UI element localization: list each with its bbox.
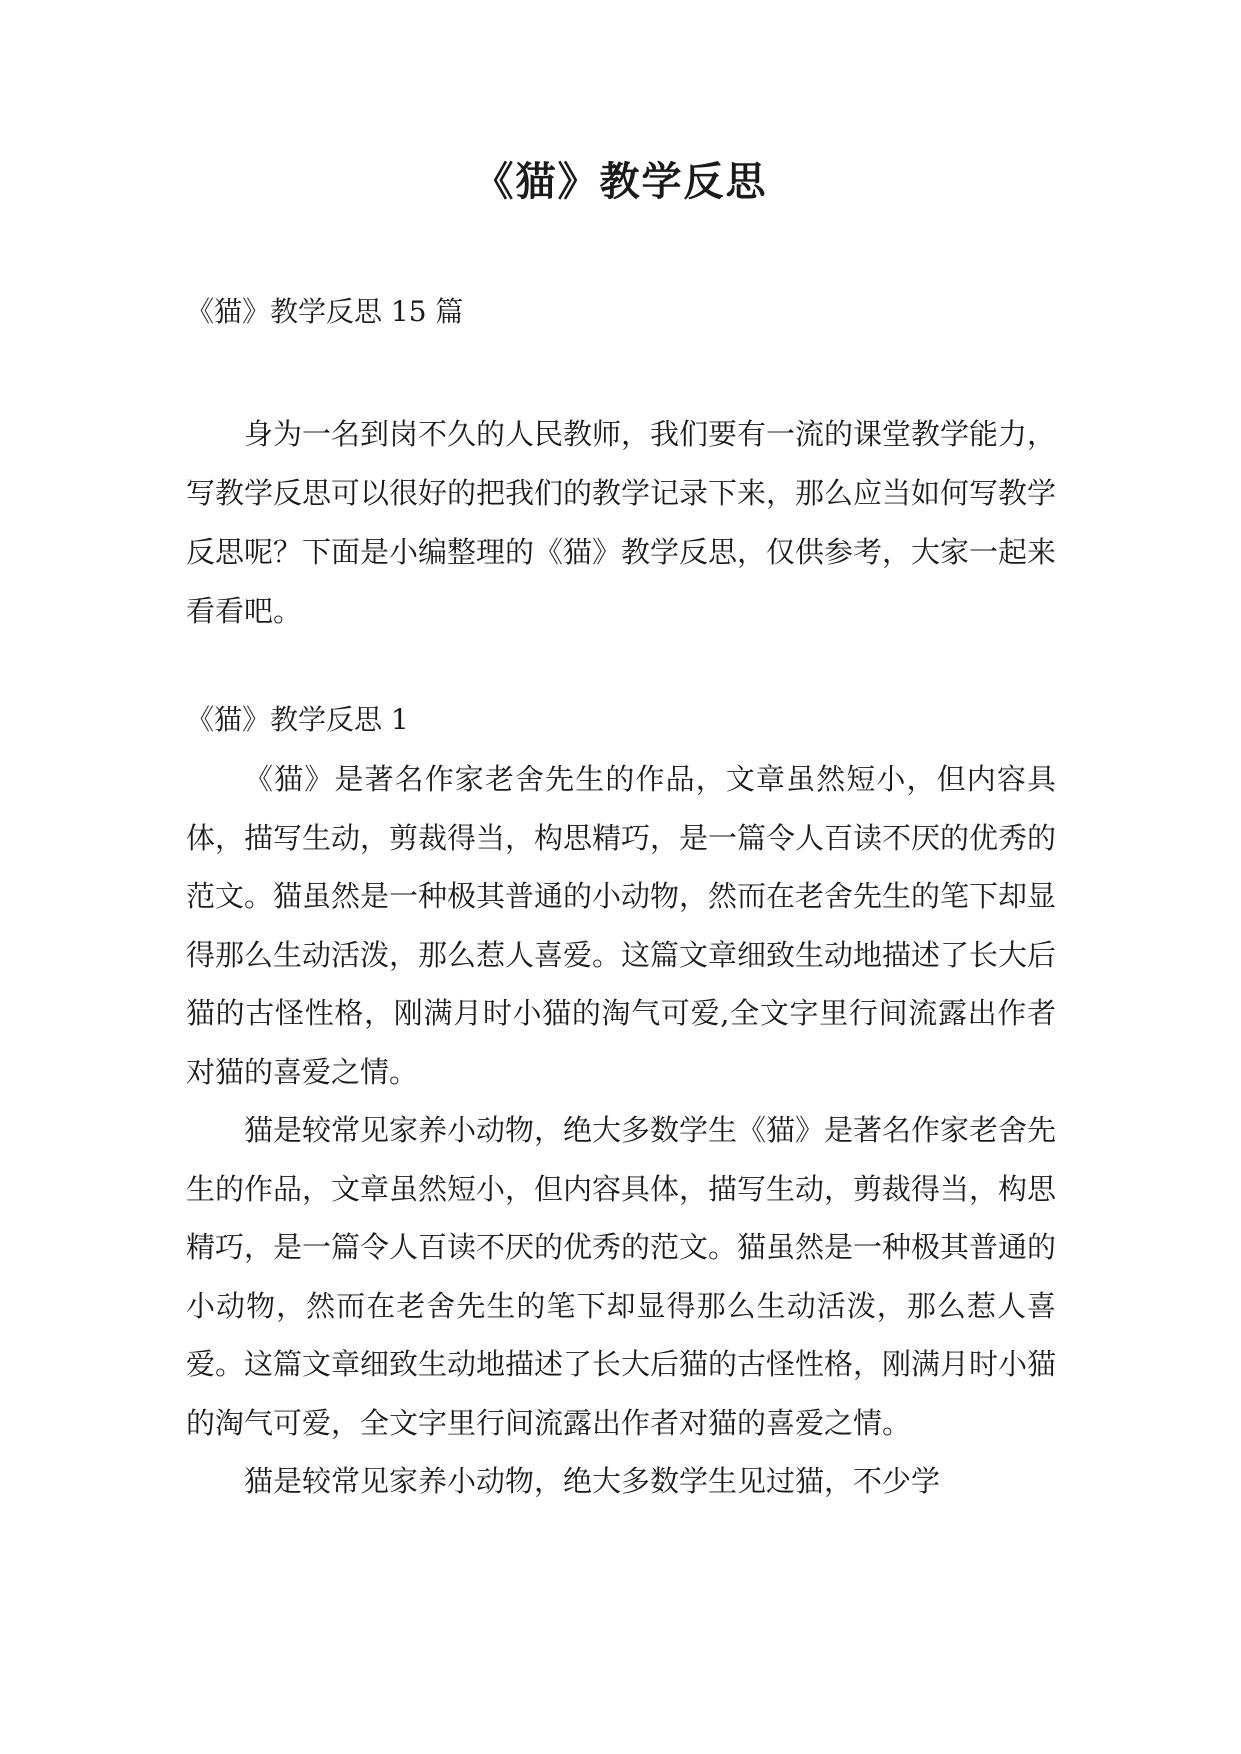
section-body — [186, 750, 1056, 1511]
body-paragraph: 猫是较常见家养小动物，绝大多数学生见过猫，不少学 — [244, 1464, 941, 1498]
intro-paragraph: 身为一名到岗不久的人民教师，我们要有一流的课堂教学能力，写教学反思可以很好的把我们的教学记录下来，那么应当如何写教学反思呢？下面是小编整理的《猫》教学反思，仅供参考，大家一起来看看吧。 — [186, 417, 1057, 628]
section-heading: 《猫》教学反思 1 — [186, 703, 409, 736]
document-subtitle: 《猫》教学反思 15 篇 — [186, 295, 464, 328]
body-paragraph: 猫是较常见家养小动物，绝大多数学生《猫》是著名作家老舍先生的作品，文章虽然短小，但内容具体，描写生动，剪裁得当，构思精巧，是一篇令人百读不厌的优秀的范文。猫虽然是一种极其普通的小动物，然而在老舍先生的笔下却显得那么生动活泼，那么惹人喜爱。这篇文章细致生动地描述了长大后猫的古怪性格，刚满月时小猫的淘气可爱，全文字里行间流露出作者对猫的喜爱之情。 — [186, 1113, 1057, 1440]
document-title: 《猫》教学反思 — [473, 159, 768, 205]
body-paragraph: 《猫》是著名作家老舍先生的作品，文章虽然短小，但内容具体，描写生动，剪裁得当，构思精巧，是一篇令人百读不厌的优秀的范文。猫虽然是一种极其普通的小动物，然而在老舍先生的笔下却显得那么生动活泼，那么惹人喜爱。这篇文章细致生动地描述了长大后猫的古怪性格，刚满月时小猫的淘气可爱,全文字里行间流露出作者对猫的喜爱之情。 — [186, 762, 1057, 1089]
